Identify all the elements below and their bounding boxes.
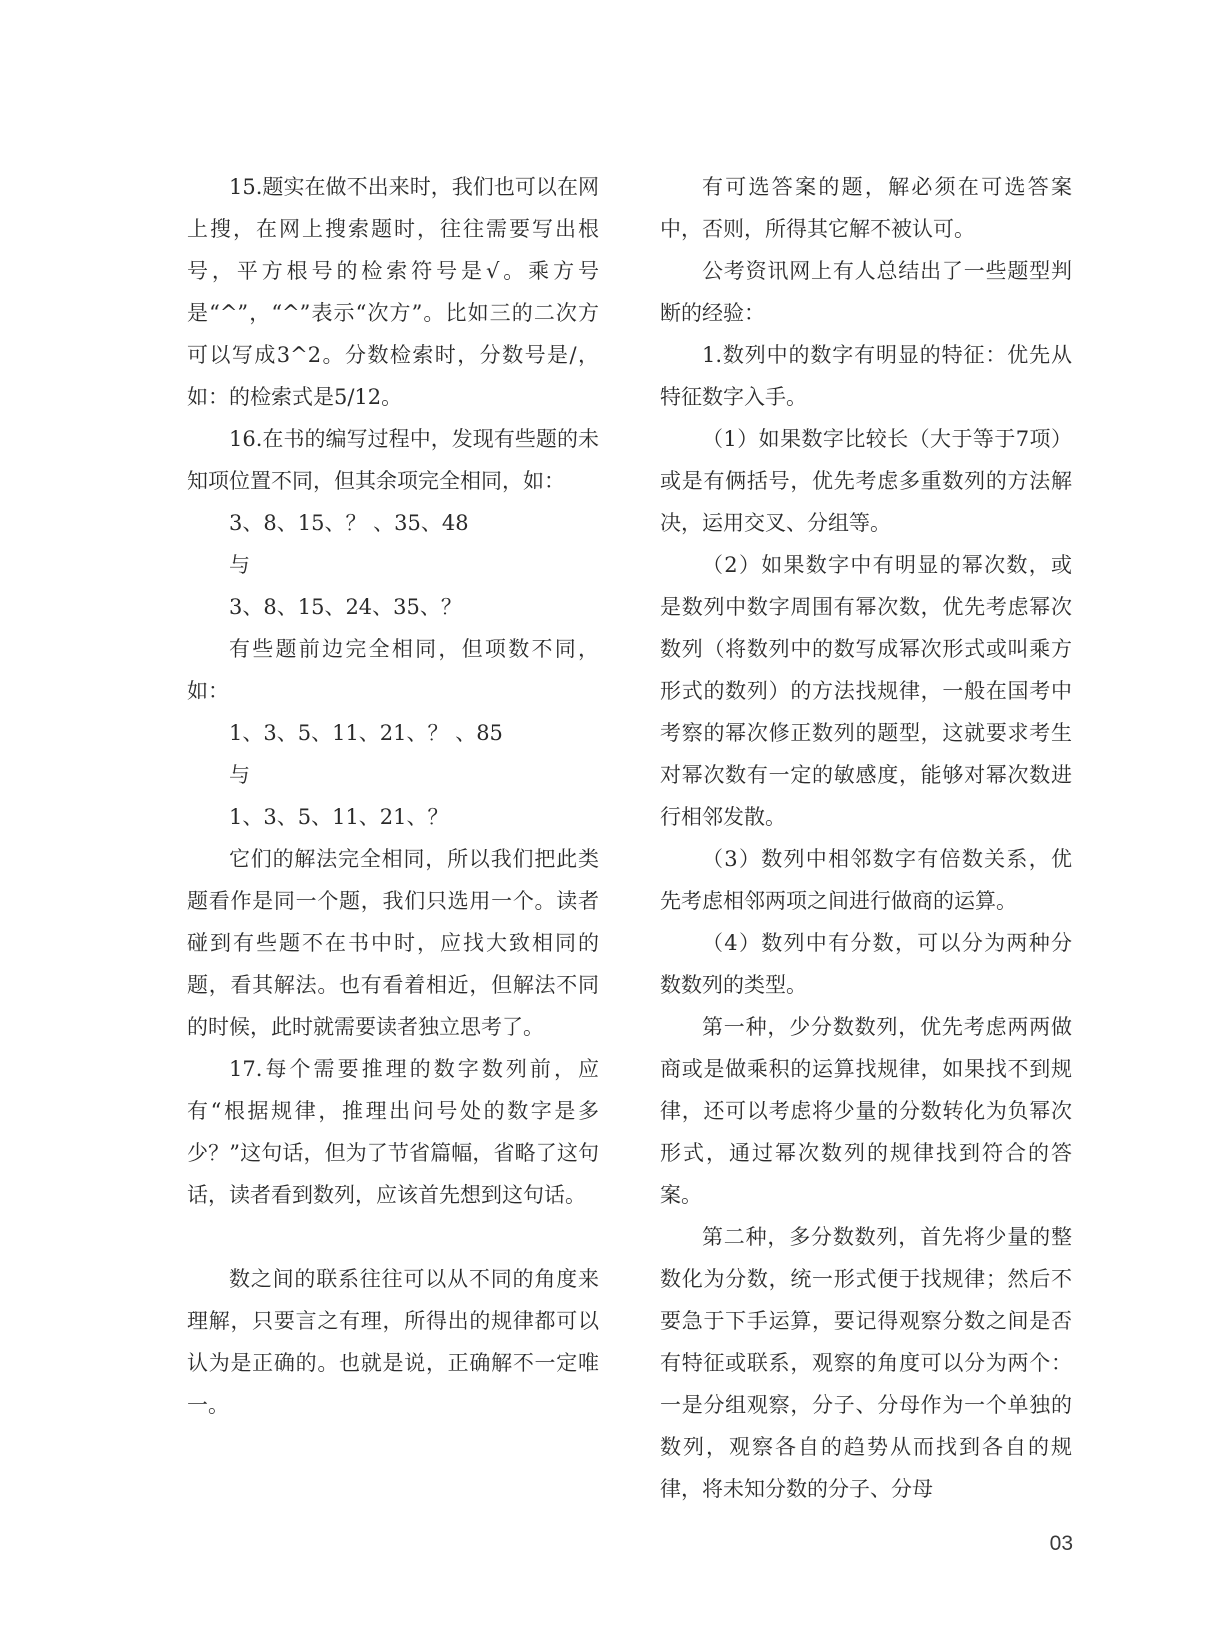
paragraph-17: 17.每个需要推理的数字数列前，应有“根据规律，推理出问号处的数字是多少？”这句话，但为了节省篇幅，省略了这句话，读者看到数列，应该首先想到这句话。: [187, 1057, 599, 1207]
sequence-example-3: 1、3、5、11、21、？ 、85: [229, 721, 503, 745]
paragraph-same-solution: 它们的解法完全相同，所以我们把此类题看作是同一个题，我们只选用一个。读者碰到有些题不在书中时，应找大致相同的题，看其解法。也有看着相近，但解法不同的时候，此时就需要读者独立思考了。: [187, 847, 599, 1039]
left-column: [187, 166, 599, 1426]
conjunction-and-2: 与: [229, 763, 250, 787]
paragraph-second-type: 第二种，多分数数列，首先将少量的整数化为分数，统一形式便于找规律；然后不要急于下手运算，要记得观察分数之间是否有特征或联系，观察的角度可以分为两个：一是分组观察，分子、分母作为一个单独的数列，观察各自的趋势从而找到各自的规律，将未知分数的分子、分母: [660, 1225, 1072, 1501]
paragraph-same-prefix: 有些题前边完全相同，但项数不同，如：: [187, 637, 599, 703]
paragraph-first-type: 第一种，少分数数列，优先考虑两两做商或是做乘积的运算找规律，如果找不到规律，还可以考虑将少量的分数转化为负幂次形式，通过幂次数列的规律找到符合的答案。: [660, 1015, 1072, 1207]
paragraph-feature-1: 1.数列中的数字有明显的特征：优先从特征数字入手。: [660, 343, 1072, 409]
paragraph-feature-1-1: （1）如果数字比较长（大于等于7项）或是有俩括号，优先考虑多重数列的方法解决，运用交叉、分组等。: [660, 427, 1072, 535]
paragraph-feature-1-4: （4）数列中有分数，可以分为两种分数数列的类型。: [660, 931, 1072, 997]
sequence-example-4: 1、3、5、11、21、？: [229, 805, 449, 829]
paragraph-answer-choices: 有可选答案的题，解必须在可选答案中，否则，所得其它解不被认可。: [660, 175, 1072, 241]
sequence-example-2: 3、8、15、24、35、？: [229, 595, 462, 619]
sequence-example-1: 3、8、15、？ 、35、48: [229, 511, 469, 535]
page-number: 03: [1049, 1532, 1073, 1555]
conjunction-and-1: 与: [229, 553, 250, 577]
paragraph-15: 15.题实在做不出来时，我们也可以在网上搜，在网上搜索题时，往往需要写出根号，平方根号的检索符号是√。乘方号是“^”，“^”表示“次方”。比如三的二次方可以写成3^2。分数检索时，分数号是/，如：的检索式是5/12。: [187, 175, 599, 409]
paragraph-16: 16.在书的编写过程中，发现有些题的未知项位置不同，但其余项完全相同，如：: [187, 427, 599, 493]
paragraph-relation: 数之间的联系往往可以从不同的角度来理解，只要言之有理，所得出的规律都可以认为是正确的。也就是说，正确解不一定唯一。: [187, 1267, 599, 1417]
paragraph-feature-1-3: （3）数列中相邻数字有倍数关系，优先考虑相邻两项之间进行做商的运算。: [660, 847, 1072, 913]
paragraph-gongkao: 公考资讯网上有人总结出了一些题型判断的经验：: [660, 259, 1072, 325]
right-column: [660, 166, 1072, 1510]
paragraph-feature-1-2: （2）如果数字中有明显的幂次数，或是数列中数字周围有幂次数，优先考虑幂次数列（将数列中的数写成幂次形式或叫乘方形式的数列）的方法找规律，一般在国考中考察的幂次修正数列的题型，这就要求考生对幂次数有一定的敏感度，能够对幂次数进行相邻发散。: [660, 553, 1072, 829]
